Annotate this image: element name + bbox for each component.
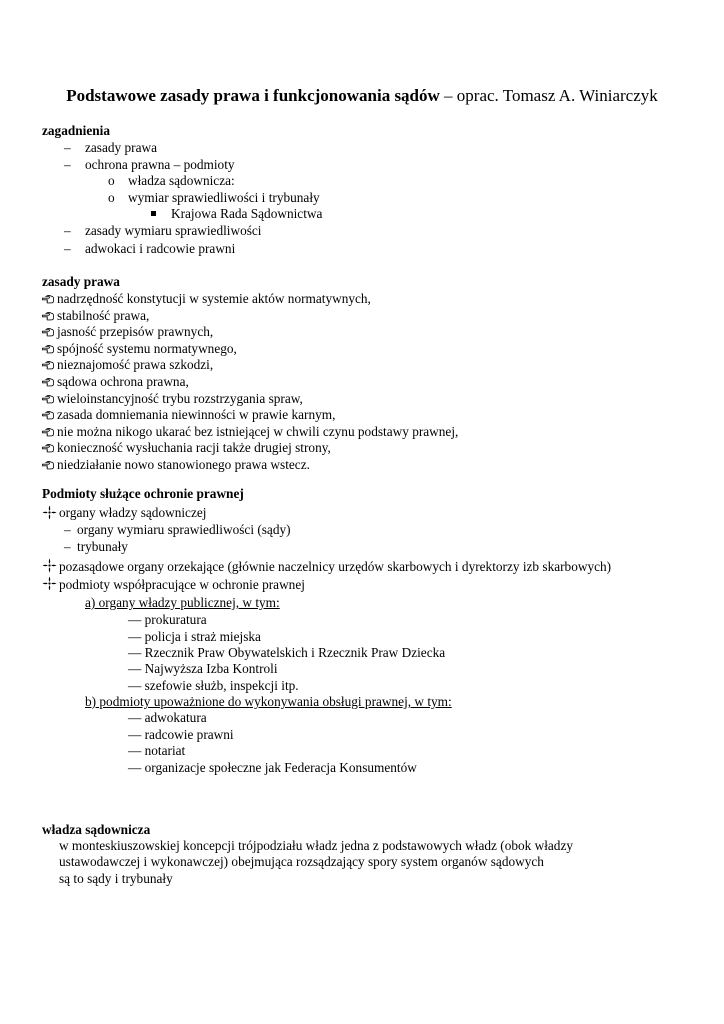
paragraph-line: w monteskiuszowskiej koncepcji trójpodziału władz jedna z podstawowych władz (obok władzy [59, 838, 574, 853]
list-item: — organizacje społeczne jak Federacja Konsumentów [128, 760, 417, 775]
list-item: zasady wymiaru sprawiedliwości [85, 223, 262, 238]
list-item: wieloinstancyjność trybu rozstrzygania spraw, [57, 390, 303, 406]
dash-bullet: – [64, 157, 71, 172]
paragraph-line: są to sądy i trybunały [59, 871, 173, 886]
list-item: zasady prawa [85, 140, 157, 155]
list-item: wymiar sprawiedliwości i trybunały [128, 190, 320, 205]
list-item: sądowa ochrona prawna, [57, 374, 189, 389]
list-item: — radcowie prawni [128, 727, 234, 742]
list-item: organy władzy sądowniczej [59, 505, 207, 520]
list-item: — notariat [128, 743, 186, 758]
group-a-heading: a) organy władzy publicznej, w tym: [85, 595, 280, 610]
list-item: — adwokatura [128, 710, 207, 725]
hand-pointer-icon [42, 443, 54, 453]
list-item: niedziałanie nowo stanowionego prawa wstecz. [57, 457, 310, 472]
list-item: nieznajomość prawa szkodzi, [57, 357, 214, 373]
hand-pointer-icon [42, 377, 54, 387]
list-item: trybunały [77, 539, 128, 554]
group-b-heading: b) podmioty upoważnione do wykonywania obsługi prawnej, w tym: [85, 694, 452, 709]
dash-bullet: – [64, 140, 71, 155]
list-item: stabilność prawa, [57, 307, 150, 323]
dash-bullet: – [64, 539, 71, 554]
circle-bullet: o [108, 190, 115, 205]
list-item: adwokaci i radcowie prawni [85, 241, 236, 256]
square-bullet-icon [151, 211, 156, 216]
hand-pointer-icon [42, 460, 54, 470]
hand-pointer-icon [42, 327, 54, 337]
list-item: nie można nikogo ukarać bez istniejącej w chwili czynu podstawy prawnej, [57, 423, 459, 439]
hand-pointer-icon [42, 394, 54, 404]
page-title [0, 86, 724, 106]
hand-pointer-icon [42, 311, 54, 321]
section-heading-zagadnienia: zagadnienia [42, 123, 110, 138]
list-item: — policja i straż miejska [128, 629, 261, 644]
dash-bullet: – [64, 241, 71, 256]
hand-pointer-icon [42, 410, 54, 420]
dash-bullet: – [64, 522, 71, 537]
list-item: konieczność wysłuchania racji także drugiej strony, [57, 440, 331, 456]
hand-pointer-icon [42, 294, 54, 304]
list-item: podmioty współpracujące w ochronie prawnej [59, 577, 305, 592]
dash-bullet: – [64, 223, 71, 238]
list-item: pozasądowe organy orzekające (głównie naczelnicy urzędów skarbowych i dyrektorzy izb skarbowych) [59, 559, 612, 574]
list-item: — prokuratura [128, 612, 207, 627]
list-item: zasada domniemania niewinności w prawie karnym, [57, 407, 336, 423]
list-item: jasność przepisów prawnych, [57, 324, 214, 340]
title-bold: Podstawowe zasady prawa i funkcjonowania sądów [66, 86, 440, 105]
diamond-bullet-icon [42, 558, 57, 573]
list-item: Krajowa Rada Sądownictwa [171, 206, 323, 221]
title-author: – oprac. Tomasz A. Winiarczyk [439, 86, 658, 105]
list-item: nadrzędność konstytucji w systemie aktów normatywnych, [57, 291, 371, 306]
hand-pointer-icon [42, 344, 54, 354]
section-heading-wladza: władza sądownicza [42, 822, 151, 837]
list-item: ochrona prawna – podmioty [85, 157, 235, 172]
section-heading-podmioty: Podmioty służące ochronie prawnej [42, 486, 244, 501]
paragraph-line: ustawodawczej i wykonawczej) obejmująca rozsądzający spory system organów sądowych [59, 854, 544, 869]
diamond-bullet-icon [42, 505, 57, 520]
list-item: organy wymiaru sprawiedliwości (sądy) [77, 522, 291, 537]
circle-bullet: o [108, 173, 115, 188]
diamond-bullet-icon [42, 576, 57, 591]
list-item: — Rzecznik Praw Obywatelskich i Rzecznik Praw Dziecka [128, 645, 446, 660]
hand-pointer-icon [42, 360, 54, 370]
list-item: władza sądownicza: [128, 173, 235, 188]
list-item: spójność systemu normatywnego, [57, 340, 237, 356]
hand-pointer-icon [42, 427, 54, 437]
list-item: — Najwyższa Izba Kontroli [128, 661, 278, 676]
list-item: — szefowie służb, inspekcji itp. [128, 678, 299, 693]
section-heading-zasady-prawa: zasady prawa [42, 274, 120, 289]
